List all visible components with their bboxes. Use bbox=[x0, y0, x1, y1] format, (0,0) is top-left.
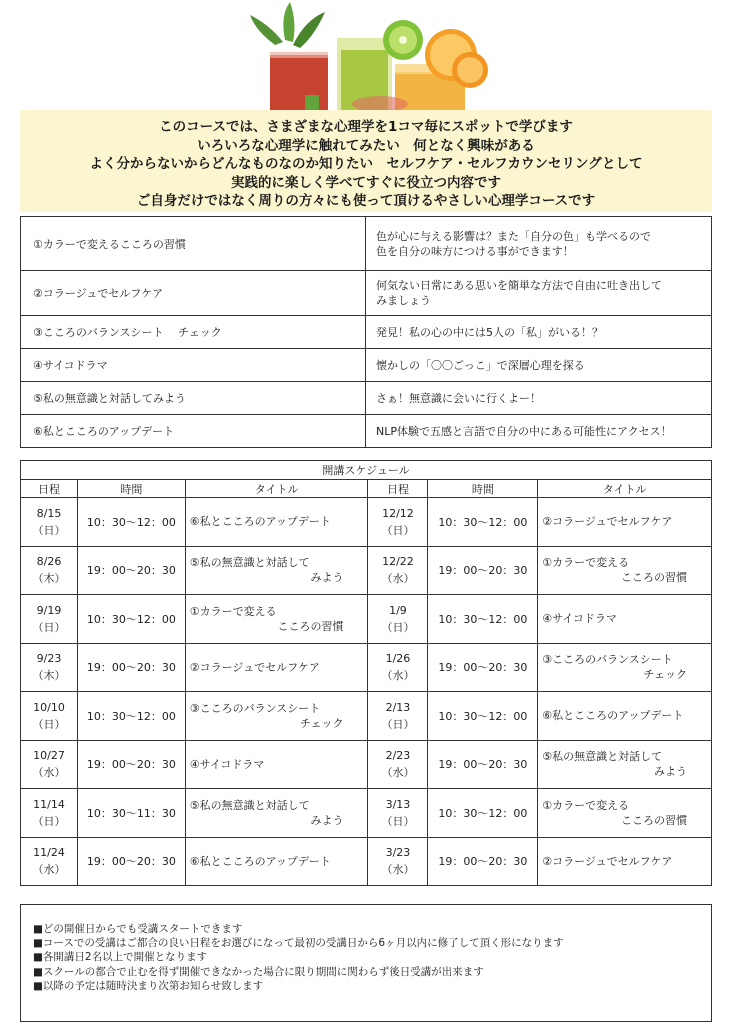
session-time: 10：30～12：00 bbox=[77, 595, 185, 644]
schedule-row bbox=[21, 643, 712, 692]
note-line: ■以降の予定は随時決まり次第お知らせ致します bbox=[33, 979, 264, 992]
course-name: ⑥私とこころのアップデート bbox=[21, 415, 366, 448]
course-desc: 懐かしの「〇〇ごっこ」で深層心理を探る bbox=[366, 349, 712, 382]
course-desc: NLP体験で五感と言語で自分の中にある可能性にアクセス！ bbox=[366, 415, 712, 448]
session-time: 10：30～12：00 bbox=[428, 498, 538, 547]
session-title: ⑤私の無意識と対話して みよう bbox=[538, 740, 712, 789]
session-title: ①カラーで変える こころの習慣 bbox=[185, 595, 368, 644]
schedule-row bbox=[21, 837, 712, 886]
course-row bbox=[21, 382, 712, 415]
session-date: 8/15 （日） bbox=[21, 498, 78, 547]
intro-line: ご自身だけではなく周りの方々にも使って頂けるやさしい心理学コースです bbox=[136, 193, 596, 209]
course-name: ⑤私の無意識と対話してみよう bbox=[21, 382, 366, 415]
col-header-date: 日程 bbox=[368, 480, 428, 498]
session-date: 2/23 （水） bbox=[368, 740, 428, 789]
session-time: 19：00～20：30 bbox=[77, 643, 185, 692]
session-date: 12/22 （水） bbox=[368, 546, 428, 595]
session-date: 12/12 （日） bbox=[368, 498, 428, 547]
session-date: 2/13 （日） bbox=[368, 692, 428, 741]
session-title: ③こころのバランスシート チェック bbox=[185, 692, 368, 741]
session-time: 19：00～20：30 bbox=[428, 643, 538, 692]
session-date: 11/14 （日） bbox=[21, 789, 78, 838]
col-header-title: タイトル bbox=[185, 480, 368, 498]
course-row bbox=[21, 316, 712, 349]
schedule-row bbox=[21, 498, 712, 547]
session-title: ①カラーで変える こころの習慣 bbox=[538, 789, 712, 838]
schedule-row bbox=[21, 789, 712, 838]
course-name: ③こころのバランスシート チェック bbox=[21, 316, 366, 349]
session-date: 1/26 （水） bbox=[368, 643, 428, 692]
course-name: ②コラージュでセルフケア bbox=[21, 271, 366, 316]
schedule-caption: 開講スケジュール bbox=[21, 461, 712, 480]
session-date: 10/10 （日） bbox=[21, 692, 78, 741]
session-date: 9/23 （木） bbox=[21, 643, 78, 692]
intro-line: いろいろな心理学に触れてみたい 何となく興味がある bbox=[197, 137, 535, 154]
course-row bbox=[21, 415, 712, 448]
session-title: ②コラージュでセルフケア bbox=[538, 837, 712, 886]
course-desc: 色が心に与える影響は？また「自分の色」も学べるので 色を自分の味方につける事ができます！ bbox=[366, 217, 712, 271]
schedule-row bbox=[21, 595, 712, 644]
schedule-row bbox=[21, 546, 712, 595]
intro-line: このコースでは、さまざまな心理学を1コマ毎にスポットで学びます bbox=[159, 119, 573, 135]
session-date: 11/24 （水） bbox=[21, 837, 78, 886]
session-time: 19：00～20：30 bbox=[77, 546, 185, 595]
course-name: ①カラーで変えるこころの習慣 bbox=[21, 217, 366, 271]
session-time: 10：30～12：00 bbox=[77, 692, 185, 741]
course-row bbox=[21, 217, 712, 271]
session-title: ④サイコドラマ bbox=[538, 595, 712, 644]
session-time: 10：30～11：30 bbox=[77, 789, 185, 838]
schedule-row bbox=[21, 740, 712, 789]
session-time: 19：00～20：30 bbox=[77, 740, 185, 789]
session-date: 1/9 （日） bbox=[368, 595, 428, 644]
note-line: ■コースでの受講はご都合の良い日程をお選びになって最初の受講日から6ヶ月以内に修了して頂く形になります bbox=[33, 937, 564, 950]
course-row bbox=[21, 271, 712, 316]
session-title: ⑥私とこころのアップデート bbox=[185, 498, 368, 547]
session-title: ①カラーで変える こころの習慣 bbox=[538, 546, 712, 595]
session-time: 19：00～20：30 bbox=[428, 546, 538, 595]
intro-line: よく分からないからどんなものなのか知りたい セルフケア・セルフカウンセリングとして bbox=[89, 156, 643, 172]
course-list-table bbox=[20, 216, 712, 448]
session-title: ⑥私とこころのアップデート bbox=[185, 837, 368, 886]
session-date: 9/19 （日） bbox=[21, 595, 78, 644]
course-desc: さぁ！無意識に会いに行くよー！ bbox=[366, 382, 712, 415]
session-time: 19：00～20：30 bbox=[428, 837, 538, 886]
session-date: 3/13 （日） bbox=[368, 789, 428, 838]
course-desc: 発見！私の心の中には5人の「私」がいる！？ bbox=[366, 316, 712, 349]
juice-hero-image bbox=[245, 0, 500, 112]
session-date: 8/26 （木） bbox=[21, 546, 78, 595]
intro-line: 実践的に楽しく学べてすぐに役立つ内容です bbox=[231, 174, 501, 191]
session-date: 3/23 （水） bbox=[368, 837, 428, 886]
course-desc: 何気ない日常にある思いを簡単な方法で自由に吐き出して みましょう bbox=[366, 271, 712, 316]
session-title: ⑤私の無意識と対話して みよう bbox=[185, 789, 368, 838]
schedule-table bbox=[20, 460, 712, 886]
session-time: 19：00～20：30 bbox=[77, 837, 185, 886]
col-header-title: タイトル bbox=[538, 480, 712, 498]
col-header-time: 時間 bbox=[428, 480, 538, 498]
session-time: 10：30～12：00 bbox=[77, 498, 185, 547]
session-time: 10：30～12：00 bbox=[428, 692, 538, 741]
note-line: ■各開講日2名以上で開催となります bbox=[33, 951, 208, 964]
notes-box bbox=[20, 904, 712, 1022]
intro-banner bbox=[20, 110, 712, 212]
session-time: 19：00～20：30 bbox=[428, 740, 538, 789]
course-name: ④サイコドラマ bbox=[21, 349, 366, 382]
session-title: ②コラージュでセルフケア bbox=[185, 643, 368, 692]
col-header-time: 時間 bbox=[77, 480, 185, 498]
session-title: ④サイコドラマ bbox=[185, 740, 368, 789]
note-line: ■スクールの都合で止むを得ず開催できなかった場合に限り期間に関わらず後日受講が出来ます bbox=[33, 965, 484, 978]
session-title: ⑤私の無意識と対話して みよう bbox=[185, 546, 368, 595]
session-time: 10：30～12：00 bbox=[428, 595, 538, 644]
session-title: ②コラージュでセルフケア bbox=[538, 498, 712, 547]
schedule-row bbox=[21, 692, 712, 741]
col-header-date: 日程 bbox=[21, 480, 78, 498]
note-line: ■どの開催日からでも受講スタートできます bbox=[33, 923, 243, 935]
course-row bbox=[21, 349, 712, 382]
session-title: ③こころのバランスシート チェック bbox=[538, 643, 712, 692]
session-title: ⑥私とこころのアップデート bbox=[538, 692, 712, 741]
session-date: 10/27 （水） bbox=[21, 740, 78, 789]
session-time: 10：30～12：00 bbox=[428, 789, 538, 838]
